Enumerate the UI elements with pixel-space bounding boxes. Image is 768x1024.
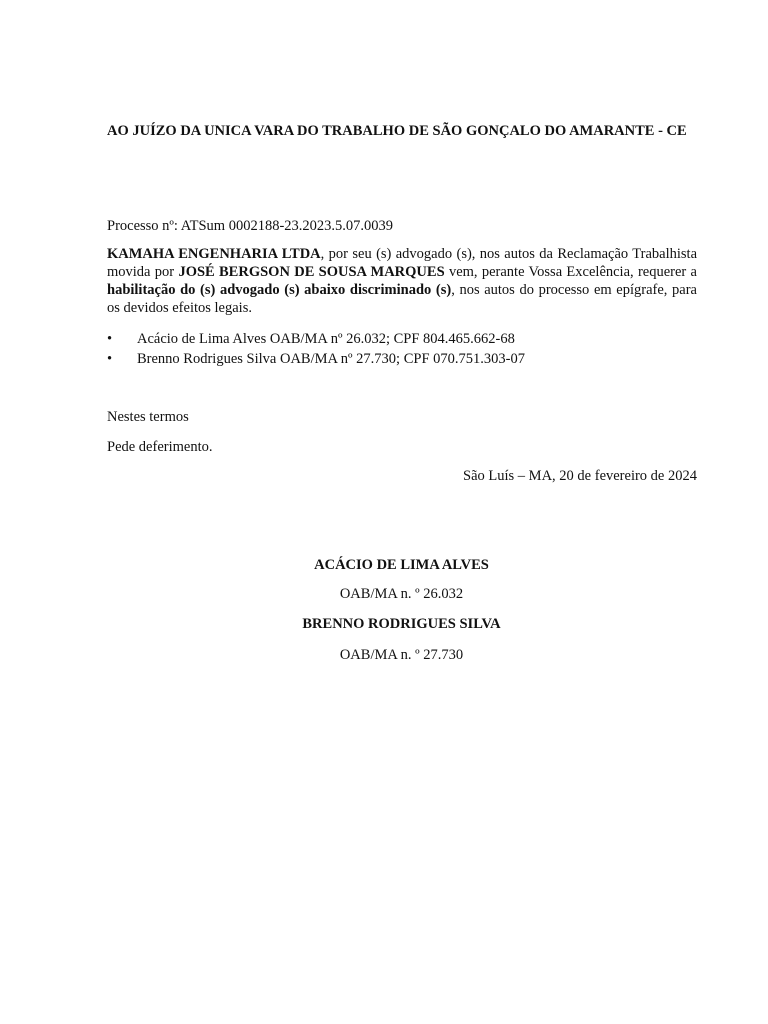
lawyers-list [107,329,699,369]
document-heading: AO JUÍZO DA UNICA VARA DO TRABALHO DE SÃO GONÇALO DO AMARANTE - CE [107,123,687,139]
list-item [107,349,699,369]
signature-registration-1: OAB/MA n. º 26.032 [339,586,464,602]
paragraph-text-1: , por seu (s) advogado (s), nos autos da Reclamação Trabalhista movida por [107,246,698,280]
place-date: São Luís – MA, 20 de fevereiro de 2024 [463,468,697,484]
closing-request: Pede deferimento. [107,439,213,455]
process-number: Processo nº: ATSum 0002188-23.2023.5.07.0039 [107,218,394,234]
signature-name-2: BRENNO RODRIGUES SILVA [302,616,501,632]
paragraph-text-3: , nos autos do processo em epígrafe, para os devidos efeitos legais. [107,282,697,316]
request-text: habilitação do (s) advogado (s) abaixo discriminado (s) [107,282,452,298]
closing-terms: Nestes termos [107,409,189,425]
lawyer-entry: Brenno Rodrigues Silva OAB/MA nº 27.730; CPF 070.751.303-07 [137,351,525,367]
signature-registration-2: OAB/MA n. º 27.730 [339,647,464,663]
claimant-name: JOSÉ BERGSON DE SOUSA MARQUES [178,264,445,280]
signature-name-1: ACÁCIO DE LIMA ALVES [314,557,489,573]
bullet-icon: • [107,351,113,367]
paragraph-text-2: vem, perante Vossa Excelência, requerer a [444,264,697,280]
request-paragraph [107,245,697,317]
company-name: KAMAHA ENGENHARIA LTDA [107,246,321,262]
bullet-icon: • [107,331,113,347]
lawyer-entry: Acácio de Lima Alves OAB/MA nº 26.032; CPF 804.465.662-68 [137,331,515,347]
list-item [107,329,699,349]
